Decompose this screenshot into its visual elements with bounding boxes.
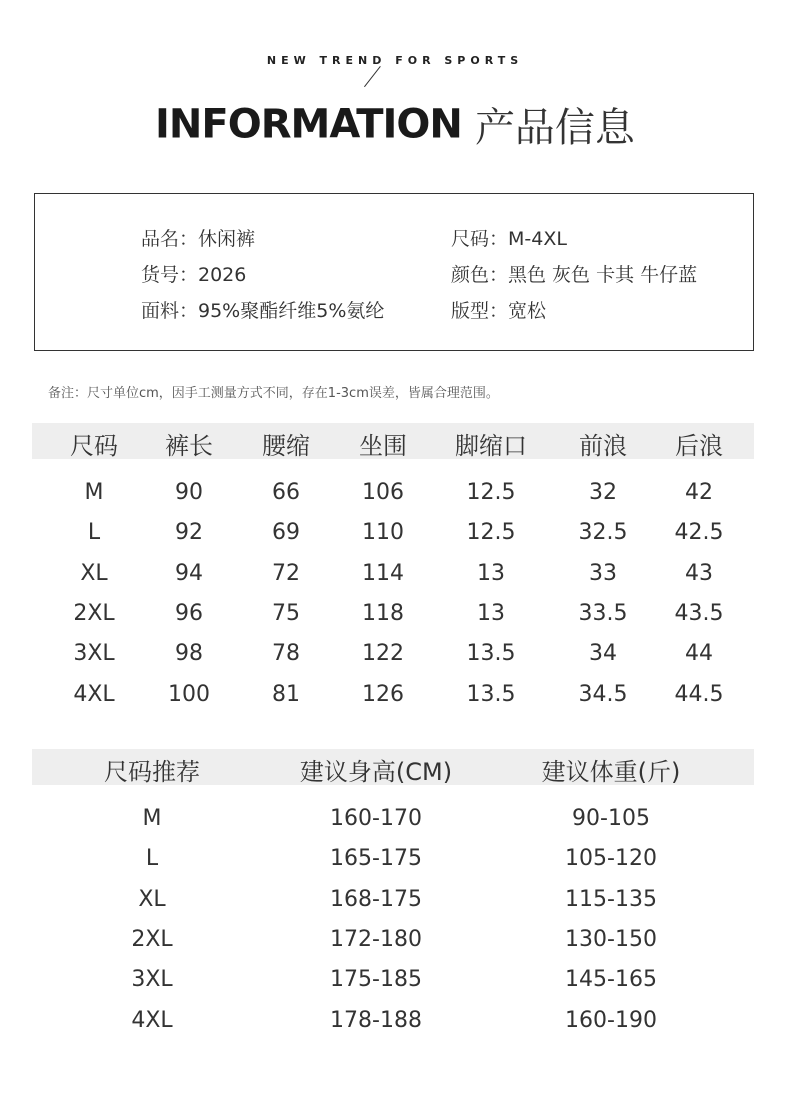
recommend-cell: 175-185: [330, 967, 422, 993]
size-cell: 3XL: [73, 641, 115, 667]
measurement-note: 备注：尺寸单位cm，因手工测量方式不同，存在1-3cm误差，皆属合理范围。: [48, 386, 499, 401]
size-cell: 72: [272, 560, 300, 586]
info-item-no: 货号：2026: [141, 264, 247, 286]
slash-divider: [364, 66, 381, 87]
size-cell: 44.5: [674, 681, 724, 707]
title-en: INFORMATION: [155, 101, 462, 148]
size-cell: 122: [362, 641, 404, 667]
size-table-header: [32, 423, 754, 459]
tagline: NEW TREND FOR SPORTS: [266, 54, 524, 67]
size-cell: 43: [685, 560, 713, 586]
size-cell: 13: [477, 560, 505, 586]
recommend-cell: 178-188: [330, 1007, 422, 1033]
size-cell: XL: [80, 560, 108, 586]
size-cell: 33: [589, 560, 617, 586]
size-cell: 106: [362, 480, 404, 505]
info-colors: 颜色：黑色 灰色 卡其 牛仔蓝: [451, 264, 698, 286]
size-cell: 34.5: [578, 681, 628, 707]
size-cell: 12.5: [466, 520, 516, 546]
size-cell: 118: [362, 600, 404, 626]
recommend-cell: 90-105: [572, 806, 650, 831]
page-title: [0, 96, 790, 153]
size-cell: 114: [362, 560, 404, 586]
recommend-cell: 145-165: [565, 967, 657, 993]
size-header-cell: 前浪: [579, 432, 627, 460]
size-cell: 110: [362, 520, 404, 546]
size-cell: 78: [272, 641, 300, 667]
recommend-cell: 2XL: [131, 926, 173, 952]
size-cell: 100: [168, 681, 210, 707]
size-cell: 75: [272, 600, 300, 626]
size-cell: 32: [589, 480, 617, 505]
recommend-cell: 172-180: [330, 926, 422, 952]
recommend-cell: 115-135: [565, 886, 657, 912]
size-cell: 13.5: [466, 641, 516, 667]
recommend-cell: 160-170: [330, 806, 422, 831]
size-cell: 13: [477, 600, 505, 626]
size-cell: 33.5: [578, 600, 628, 626]
size-cell: 96: [175, 600, 203, 626]
size-cell: 42.5: [674, 520, 724, 546]
size-cell: 69: [272, 520, 300, 546]
size-cell: 2XL: [73, 600, 115, 626]
size-cell: 98: [175, 641, 203, 667]
recommend-cell: XL: [138, 886, 166, 912]
recommend-header-cell: 尺码推荐: [104, 758, 200, 786]
size-cell: M: [84, 480, 104, 505]
size-header-cell: 尺码: [70, 432, 118, 460]
size-header-cell: 裤长: [165, 432, 213, 460]
size-cell: 126: [362, 681, 404, 707]
recommend-cell: 3XL: [131, 967, 173, 993]
recommend-header-cell: 建议体重(斤): [541, 758, 681, 786]
recommend-cell: L: [145, 846, 159, 872]
recommend-cell: 105-120: [565, 846, 657, 872]
size-cell: 13.5: [466, 681, 516, 707]
recommend-cell: 165-175: [330, 846, 422, 872]
size-header-cell: 后浪: [675, 432, 723, 460]
size-cell: 66: [272, 480, 300, 505]
size-header-cell: 脚缩口: [455, 432, 527, 460]
size-header-cell: 腰缩: [262, 432, 310, 460]
size-cell: 32.5: [578, 520, 628, 546]
recommend-table-header: [32, 749, 754, 785]
recommend-cell: M: [142, 806, 162, 831]
recommend-header-cell: 建议身高(CM): [299, 758, 453, 786]
size-cell: 42: [685, 480, 713, 505]
info-name: 品名：休闲裤: [141, 228, 256, 250]
size-cell: 43.5: [674, 600, 724, 626]
info-fit: 版型：宽松: [451, 300, 547, 322]
size-cell: L: [87, 520, 101, 546]
size-cell: 12.5: [466, 480, 516, 505]
recommend-cell: 160-190: [565, 1007, 657, 1033]
info-fabric: 面料：95%聚酯纤维5%氨纶: [141, 300, 385, 322]
size-cell: 92: [175, 520, 203, 546]
size-cell: 34: [589, 641, 617, 667]
recommend-cell: 168-175: [330, 886, 422, 912]
size-cell: 94: [175, 560, 203, 586]
size-cell: 90: [175, 480, 203, 505]
size-header-cell: 坐围: [359, 432, 407, 460]
size-cell: 44: [685, 641, 713, 667]
size-cell: 4XL: [73, 681, 115, 707]
recommend-cell: 4XL: [131, 1007, 173, 1033]
size-cell: 81: [272, 681, 300, 707]
title-cn: 产品信息: [474, 105, 635, 151]
info-size: 尺码：M-4XL: [451, 228, 567, 250]
recommend-cell: 130-150: [565, 926, 657, 952]
product-info-box: [34, 193, 754, 351]
